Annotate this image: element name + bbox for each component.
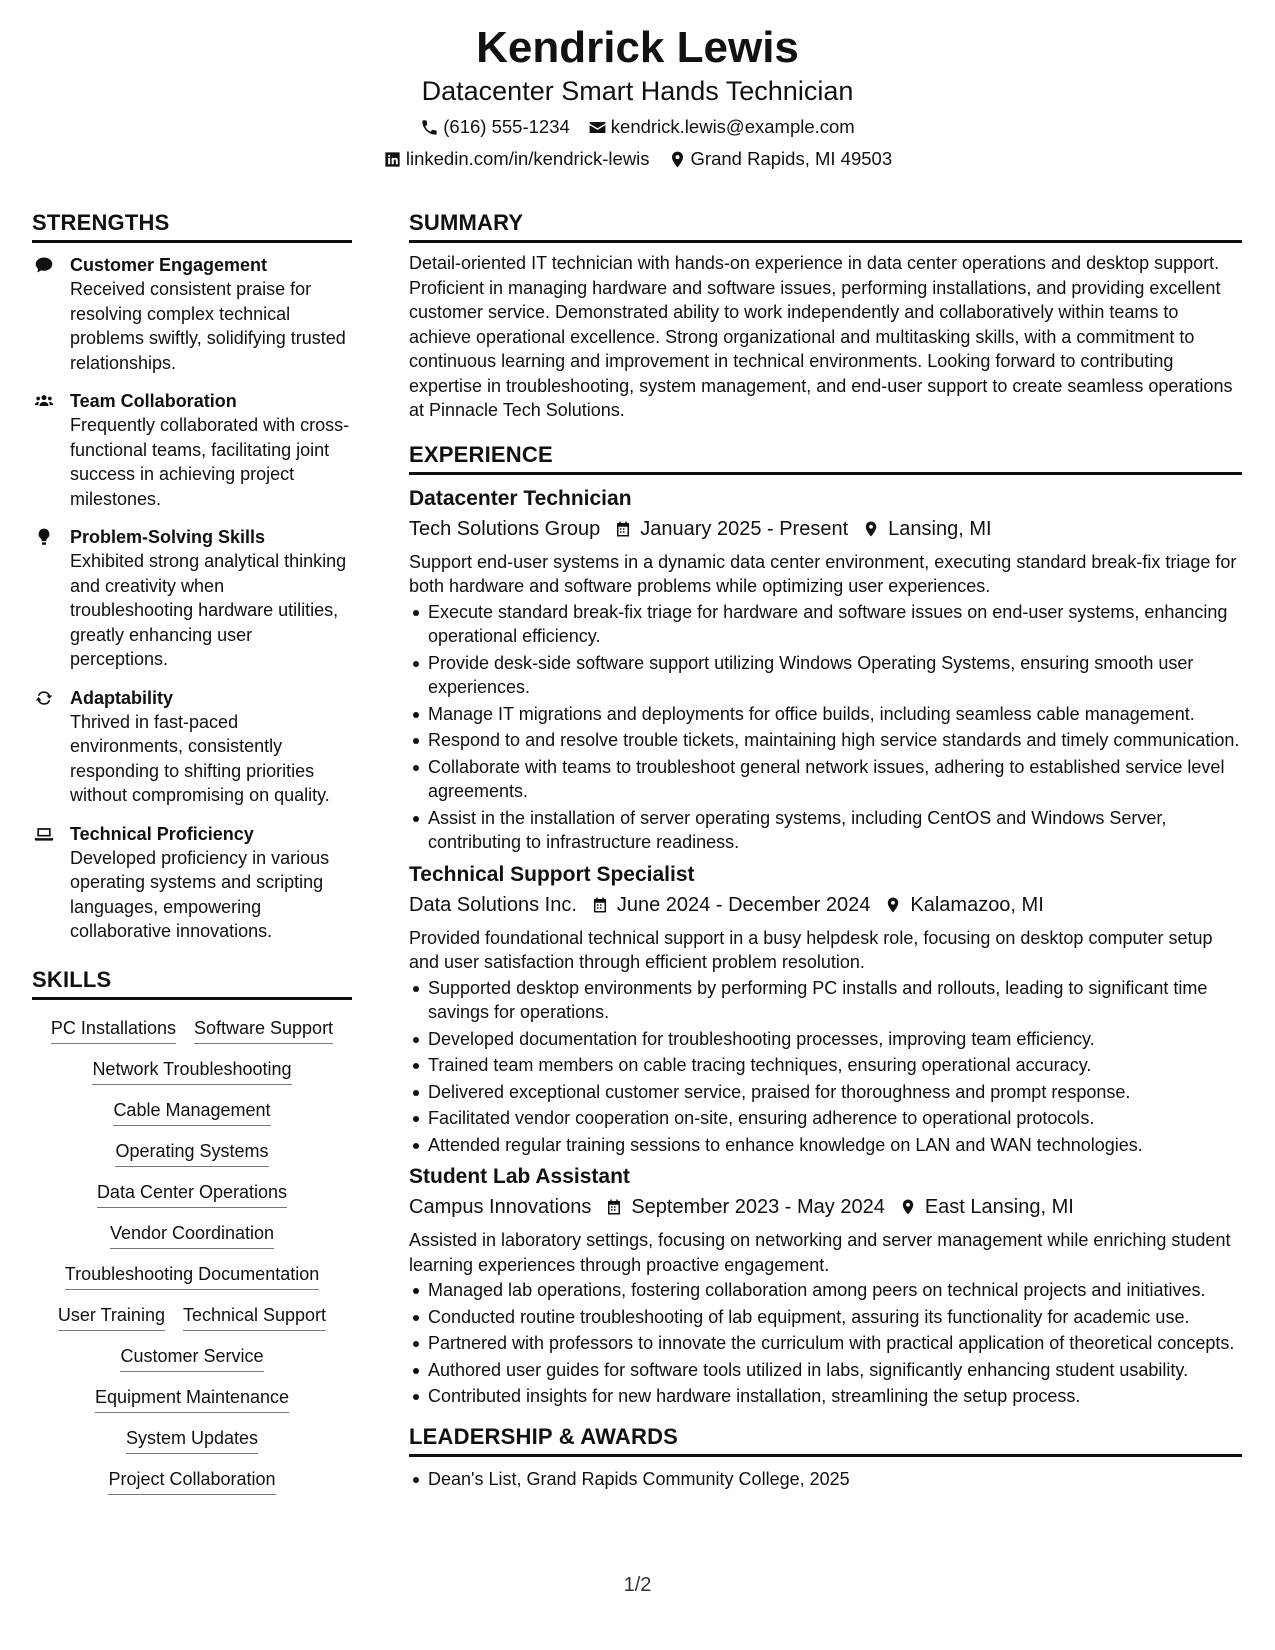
skills-row: [32, 1016, 352, 1044]
calendar-icon: [591, 896, 609, 914]
bullet-item: Partnered with professors to innovate the curriculum with practical application of theoretical concepts.: [409, 1331, 1242, 1356]
skills-row: [32, 1426, 352, 1454]
job-location: Kalamazoo, MI: [910, 893, 1044, 916]
bullet-item: Provide desk-side software support utilizing Windows Operating Systems, ensuring smooth user experiences.: [409, 651, 1242, 700]
leadership-heading: LEADERSHIP & AWARDS: [409, 1423, 1242, 1457]
skill-tag: Customer Service: [120, 1344, 263, 1372]
bullet-item: Facilitated vendor cooperation on-site, ensuring adherence to operational protocols.: [409, 1106, 1242, 1131]
skills-row: [32, 1221, 352, 1249]
job-dates: January 2025 - Present: [640, 517, 849, 540]
strengths-heading: STRENGTHS: [32, 209, 352, 243]
skills-row: [32, 1385, 352, 1413]
envelope-icon: [588, 118, 607, 137]
job-company: Data Solutions Inc.: [409, 893, 577, 916]
skill-tag: Network Troubleshooting: [92, 1057, 291, 1085]
skills-row: [32, 1303, 352, 1331]
bullet-item: Contributed insights for new hardware installation, streamlining the setup process.: [409, 1384, 1242, 1409]
skills-row: [32, 1098, 352, 1126]
strength-title: Technical Proficiency: [70, 823, 254, 844]
phone-icon: [420, 118, 439, 137]
right-column: [409, 209, 1242, 1493]
job-entry: [409, 861, 1242, 1158]
job-location: East Lansing, MI: [924, 1196, 1074, 1218]
email-contact[interactable]: [588, 115, 855, 139]
phone-contact: [420, 115, 570, 139]
job-title: Student Lab Assistant: [409, 1165, 630, 1188]
strength-title: Team Collaboration: [70, 391, 237, 411]
strength-title: Customer Engagement: [70, 255, 268, 275]
bullet-item: Managed lab operations, fostering collaboration among peers on technical projects and initiatives.: [409, 1278, 1242, 1303]
skill-tag: Operating Systems: [115, 1139, 268, 1167]
linkedin-contact[interactable]: [383, 147, 650, 171]
location-contact: [668, 147, 893, 171]
skill-tag: Cable Management: [113, 1098, 270, 1126]
bullet-item: Execute standard break-fix triage for hardware and software issues on end-user systems, enhancing operational efficiency.: [409, 600, 1242, 649]
strength-description: Frequently collaborated with cross-functional teams, facilitating joint success in achieving project milestones.: [70, 415, 350, 509]
strength-item: [32, 525, 352, 672]
map-pin-icon: [668, 150, 687, 169]
linkedin-text[interactable]: linkedin.com/in/kendrick-lewis: [405, 148, 650, 169]
skills-list: [32, 1010, 352, 1495]
left-column: [32, 209, 352, 1508]
phone-text: (616) 555-1234: [443, 116, 570, 137]
job-company: Tech Solutions Group: [409, 517, 601, 540]
strength-title: Adaptability: [70, 687, 174, 708]
job-bullets: [409, 600, 1242, 855]
resume-header: [0, 22, 1275, 171]
job-company: Campus Innovations: [409, 1196, 592, 1218]
contact-row-1: [0, 115, 1275, 139]
skills-heading: SKILLS: [32, 966, 352, 1000]
skills-row: [32, 1057, 352, 1085]
skill-tag: System Updates: [126, 1426, 258, 1454]
bullet-item: Assist in the installation of server operating systems, including CentOS and Windows Server, contributing to infrastructure readiness.: [409, 806, 1242, 855]
skills-row: [32, 1180, 352, 1208]
skill-tag: Vendor Coordination: [110, 1221, 274, 1249]
summary-heading: SUMMARY: [409, 209, 1242, 243]
skill-tag: Project Collaboration: [108, 1467, 275, 1495]
job-entry: [409, 1163, 1242, 1409]
skills-row: [32, 1467, 352, 1495]
skill-tag: Data Center Operations: [97, 1180, 287, 1208]
speech-bubble-icon: [34, 255, 54, 275]
bullet-item: Attended regular training sessions to enhance knowledge on LAN and WAN technologies.: [409, 1133, 1242, 1158]
bullet-item: Supported desktop environments by performing PC installs and rollouts, leading to significant time savings for operations.: [409, 976, 1242, 1025]
job-meta: [409, 891, 1242, 919]
bullet-item: Collaborate with teams to troubleshoot general network issues, adhering to established service level agreements.: [409, 755, 1242, 804]
bullet-item: Trained team members on cable tracing techniques, ensuring operational accuracy.: [409, 1053, 1242, 1078]
skill-tag: PC Installations: [51, 1016, 176, 1044]
job-title: Technical Support Specialist: [409, 862, 695, 886]
strength-description: Developed proficiency in various operating systems and scripting languages, empowering collaborative innovations.: [70, 847, 330, 941]
laptop-icon: [34, 824, 54, 844]
strength-item: [32, 686, 352, 808]
email-text[interactable]: kendrick.lewis@example.com: [610, 116, 855, 137]
bullet-item: Manage IT migrations and deployments for office builds, including seamless cable management.: [409, 702, 1242, 727]
skill-tag: Equipment Maintenance: [95, 1385, 289, 1413]
strength-description: Exhibited strong analytical thinking and creativity when troubleshooting hardware utilities, greatly enhancing user perceptions.: [70, 551, 347, 669]
skills-row: [32, 1344, 352, 1372]
bullet-item: Respond to and resolve trouble tickets, maintaining high service standards and timely communication.: [409, 728, 1242, 753]
strength-item: [32, 822, 352, 944]
users-icon: [34, 391, 54, 411]
page-number: 1/2: [623, 1574, 652, 1596]
calendar-icon: [605, 1198, 623, 1216]
strength-description: Thrived in fast-paced environments, consistently responding to shifting priorities without compromising on quality.: [70, 711, 330, 805]
map-pin-icon: [884, 896, 902, 914]
job-title: Datacenter Technician: [409, 486, 632, 510]
job-dates: September 2023 - May 2024: [631, 1196, 885, 1218]
map-pin-icon: [899, 1198, 917, 1216]
refresh-icon: [34, 688, 54, 708]
strength-item: [32, 389, 352, 511]
bullet-item: Delivered exceptional customer service, praised for thoroughness and prompt response.: [409, 1080, 1242, 1105]
job-description: Support end-user systems in a dynamic data center environment, executing standard break-fix triage for both hardware and software problems while optimizing user experiences.: [409, 551, 1237, 596]
skill-tag: Troubleshooting Documentation: [65, 1262, 320, 1290]
lightbulb-icon: [34, 527, 54, 547]
summary-text: Detail-oriented IT technician with hands-on experience in data center operations and desktop support. Proficient in managing hardware and software issues, performing installations, and providing excellent customer service. Demonstrated ability to work independently and collaboratively within teams to achieve operational excellence. Strong organizational and multitasking skills, with a commitment to continuous learning and improvement in technical environments. Looking forward to contributing expertise in troubleshooting, system management, and end-user support to create seamless operations at Pinnacle Tech Solutions.: [409, 253, 1233, 420]
strength-description: Received consistent praise for resolving complex technical problems swiftly, solidifying trusted relationships.: [70, 279, 346, 373]
leadership-bullets: [409, 1467, 1242, 1492]
job-entry: [409, 485, 1242, 855]
job-meta: [409, 1193, 1242, 1221]
bullet-item: Dean's List, Grand Rapids Community College, 2025: [409, 1467, 1242, 1492]
map-pin-icon: [862, 520, 880, 538]
experience-heading: EXPERIENCE: [409, 441, 1242, 475]
calendar-icon: [614, 520, 632, 538]
skill-tag: Software Support: [194, 1016, 333, 1044]
job-description: Assisted in laboratory settings, focusing on networking and server management while enriching student learning experiences through proactive engagement.: [409, 1230, 1231, 1275]
candidate-title: Datacenter Smart Hands Technician: [421, 76, 854, 106]
job-bullets: [409, 976, 1242, 1158]
job-description: Provided foundational technical support in a busy helpdesk role, focusing on desktop computer setup and user satisfaction through efficient problem resolution.: [409, 927, 1213, 972]
job-meta: [409, 515, 1242, 543]
strength-item: [32, 253, 352, 375]
candidate-name: Kendrick Lewis: [476, 23, 799, 72]
job-dates: June 2024 - December 2024: [616, 893, 871, 916]
location-text: Grand Rapids, MI 49503: [690, 148, 893, 169]
contact-row-2: [0, 147, 1275, 171]
skill-tag: User Training: [58, 1303, 165, 1331]
job-location: Lansing, MI: [888, 517, 992, 540]
bullet-item: Conducted routine troubleshooting of lab equipment, assuring its functionality for academic use.: [409, 1305, 1242, 1330]
skill-tag: Technical Support: [183, 1303, 326, 1331]
strength-title: Problem-Solving Skills: [70, 527, 266, 547]
job-bullets: [409, 1278, 1242, 1409]
bullet-item: Developed documentation for troubleshooting processes, improving team efficiency.: [409, 1027, 1242, 1052]
skills-row: [32, 1262, 352, 1290]
linkedin-icon: [383, 150, 402, 169]
skills-row: [32, 1139, 352, 1167]
bullet-item: Authored user guides for software tools utilized in labs, significantly enhancing student usability.: [409, 1358, 1242, 1383]
